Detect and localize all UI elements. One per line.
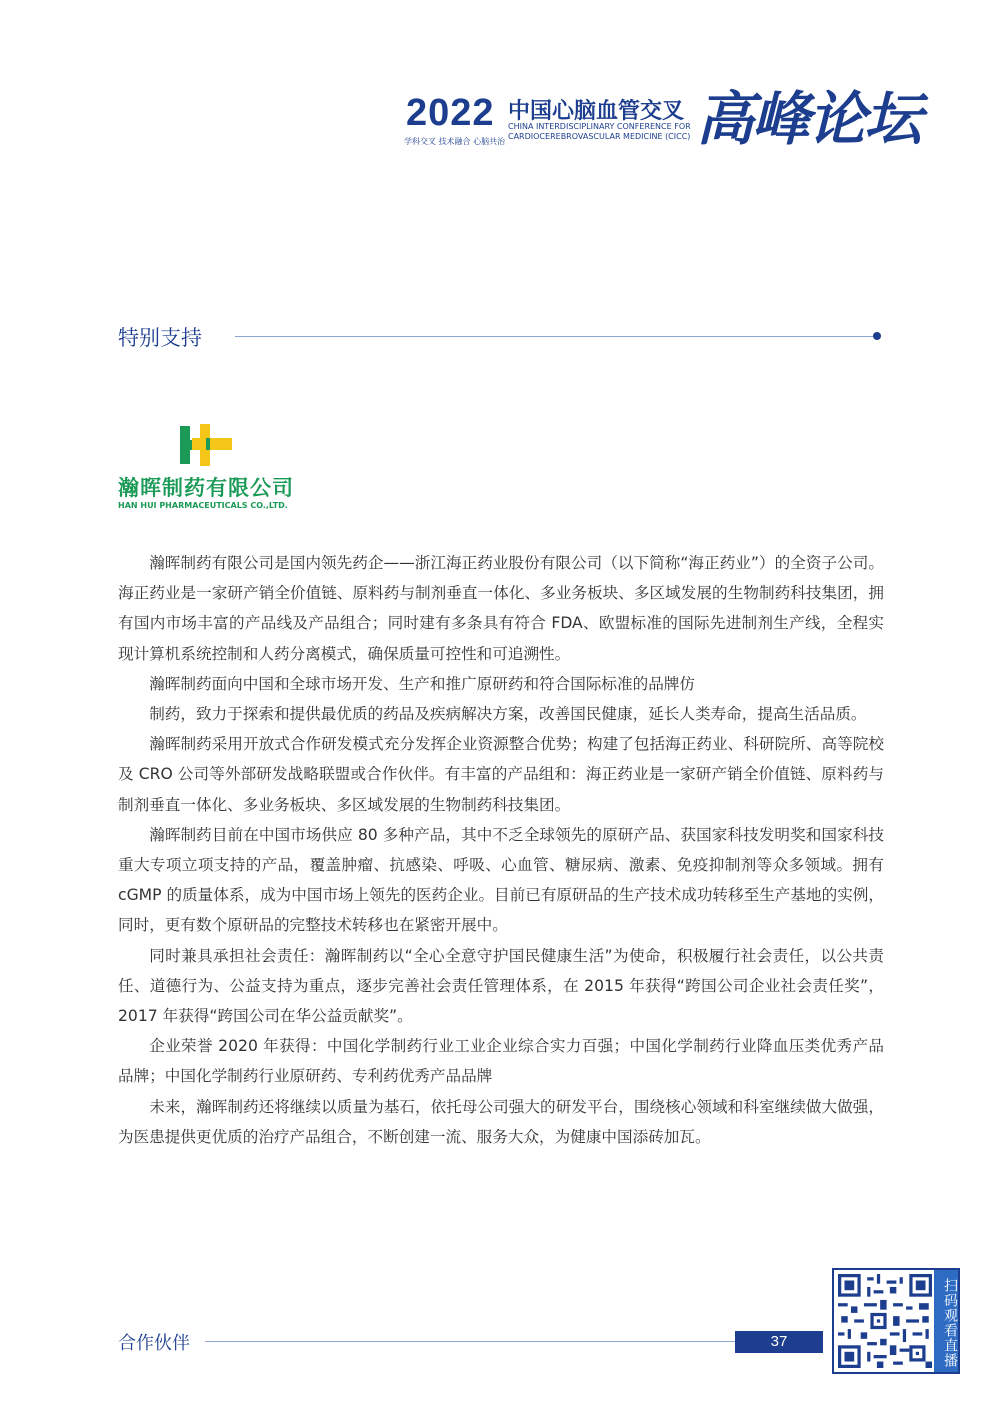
conference-title-cn: 中国心脑血管交叉 (508, 99, 685, 124)
section-divider (235, 336, 875, 337)
company-name-cn: 瀚晖制药有限公司 (118, 476, 294, 500)
header-slogan: 学科交叉 技术融合 心脑共治 (404, 137, 506, 146)
qr-code-label: 扫码观看直播 (934, 1270, 958, 1372)
paragraph: 企业荣誉 2020 年获得：中国化学制药行业工业企业综合实力百强；中国化学制药行业降血压类优秀产品品牌；中国化学制药行业原研药、专利药优秀产品品牌 (118, 1037, 884, 1086)
footer-divider (205, 1341, 735, 1342)
paragraph: 未来，瀚晖制药还将继续以质量为基石，依托母公司强大的研发平台，围绕核心领域和科室继续做大做强，为医患提供更优质的治疗产品组合，不断创建一流、服务大众，为健康中国添砖加瓦。 (118, 1097, 884, 1146)
paragraph: 制药，致力于探索和提供最优质的药品及疾病解决方案，改善国民健康，延长人类寿命，提高生活品质。 (149, 705, 867, 724)
header-year: 2022 (406, 92, 495, 134)
page-number: 37 (735, 1331, 823, 1353)
paragraph: 同时兼具承担社会责任：瀚晖制药以“全心全意守护国民健康生活”为使命，积极履行社会责任，以公共责任、道德行为、公益支持为重点，逐步完善社会责任管理体系，在 2015 年获得“跨国公司企业社会责任奖”，2017 年获得“跨国公司在华公益贡献奖”。 (118, 946, 884, 1026)
paragraph: 瀚晖制药采用开放式合作研发模式充分发挥企业资源整合优势；构建了包括海正药业、科研院所、高等院校及 CRO 公司等外部研发战略联盟或合作伙伴。有丰富的产品组和：海正药业是一家研产销全价值链、原料药与制剂垂直一体化、多业务板块、多区域发展的生物制药科技集团。 (118, 735, 884, 814)
qr-code-icon[interactable] (838, 1274, 932, 1368)
conference-title-en: CHINA INTERDISCIPLINARY CONFERENCE FOR CARDIOCEREBROVASCULAR MEDICINE (CICC) (508, 122, 691, 141)
page-header (400, 70, 921, 180)
company-name-en: HAN HUI PHARMACEUTICALS CO.,LTD. (118, 501, 288, 510)
paragraph: 瀚晖制药目前在中国市场供应 80 多种产品，其中不乏全球领先的原研产品、获国家科技发明奖和国家科技重大专项立项支持的产品，覆盖肿瘤、抗感染、呼吸、心血管、糖尿病、激素、免疫抑制剂等众多领域。拥有 cGMP 的质量体系，成为中国市场上领先的医药企业。目前已有原研品的生产技术成功转移至生产基地的实例，同时，更有数个原研品的完整技术转移也在紧密开展中。 (118, 825, 884, 935)
company-logo (118, 420, 308, 516)
paragraph: 瀚晖制药面向中国和全球市场开发、生产和推广原研药和符合国际标准的品牌仿 (149, 674, 695, 693)
qr-code-panel[interactable] (832, 1268, 960, 1374)
article-body (118, 548, 884, 1152)
conference-calligraphy: 高峰论坛 (696, 85, 921, 153)
section-divider-dot (873, 332, 881, 340)
paragraph: 瀚晖制药有限公司是国内领先药企——浙江海正药业股份有限公司（以下简称“海正药业”）的全资子公司。 海正药业是一家研产销全价值链、原料药与制剂垂直一体化、多业务板块、多区域发展的生物制药科技集团，拥有国内市场丰富的产品线及产品组合；同时建有多条具有符合 FDA、欧盟标准的国际先进制剂生产线，全程实现计算机系统控制和人药分离模式，确保质量可控性和可追溯性。 (118, 554, 884, 663)
footer-section-label: 合作伙伴 (118, 1333, 190, 1354)
section-title: 特别支持 (118, 326, 202, 350)
hanhui-logo-icon (178, 422, 234, 468)
